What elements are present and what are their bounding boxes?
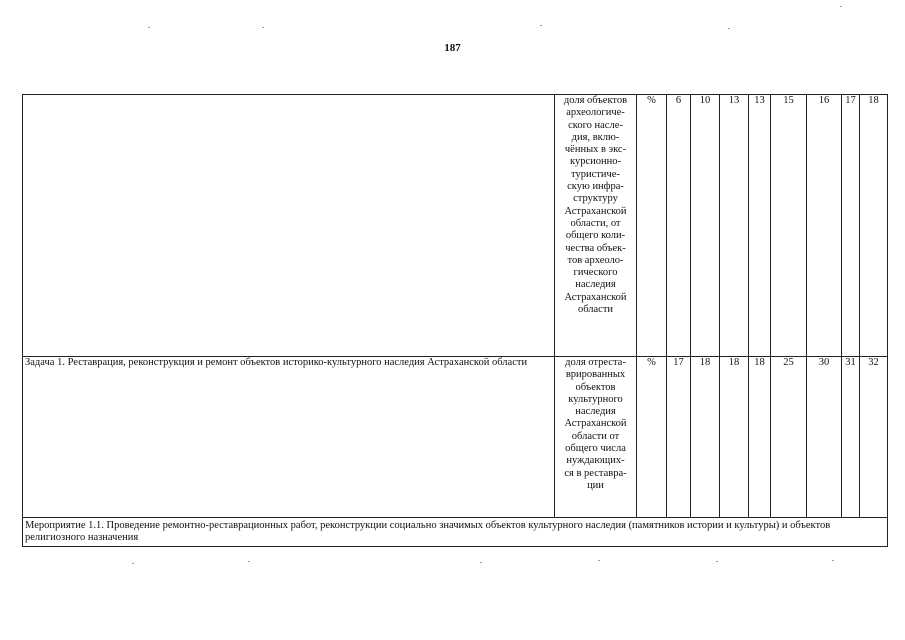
unit-cell: % [637, 95, 667, 357]
scan-speck [716, 561, 718, 562]
task-cell [23, 95, 555, 357]
value-cell: 13 [720, 95, 749, 357]
scan-speck [148, 27, 150, 28]
scan-speck [840, 6, 842, 7]
value-cell: 16 [807, 95, 842, 357]
indicator-cell: доля отреста- врированных объектов культурного наследия Астраханской области от общего числа нуждающих- ся в реставра- ции [555, 357, 637, 518]
value-cell: 32 [860, 357, 888, 518]
task-cell: Задача 1. Реставрация, реконструкция и ремонт объектов историко-культурного наследия Астраханской области [23, 357, 555, 518]
value-cell: 10 [691, 95, 720, 357]
scan-speck [262, 27, 264, 28]
value-cell: 18 [860, 95, 888, 357]
table-row-task-1 [23, 357, 888, 518]
value-cell: 17 [842, 95, 860, 357]
value-cell: 18 [720, 357, 749, 518]
value-cell: 25 [771, 357, 807, 518]
indicator-table [22, 94, 888, 547]
scan-speck [480, 562, 482, 563]
value-cell: 18 [691, 357, 720, 518]
value-cell: 31 [842, 357, 860, 518]
scan-speck [728, 28, 730, 29]
value-cell: 30 [807, 357, 842, 518]
table-row-event-1-1 [23, 518, 888, 547]
scan-speck [132, 563, 134, 564]
page-number: 187 [444, 42, 461, 54]
value-cell: 15 [771, 95, 807, 357]
table-row-indicator-archaeology [23, 95, 888, 357]
value-cell: 17 [667, 357, 691, 518]
scan-speck [832, 560, 834, 561]
value-cell: 18 [749, 357, 771, 518]
scan-speck [598, 560, 600, 561]
scan-speck [248, 561, 250, 562]
event-cell: Мероприятие 1.1. Проведение ремонтно-реставрационных работ, реконструкции социально значимых объектов культурного наследия (памятников истории и культуры) и объектов религиозного назначения [23, 518, 888, 547]
value-cell: 6 [667, 95, 691, 357]
value-cell: 13 [749, 95, 771, 357]
scan-speck [540, 25, 542, 26]
indicator-cell: доля объектов археологиче- ского насле- дия, вклю- чённых в экс- курсионно- туристиче- скую инфра- структуру Астраханской области, от общего коли- чества объек- тов археоло- гического наследия Астраханской области [555, 95, 637, 357]
unit-cell: % [637, 357, 667, 518]
